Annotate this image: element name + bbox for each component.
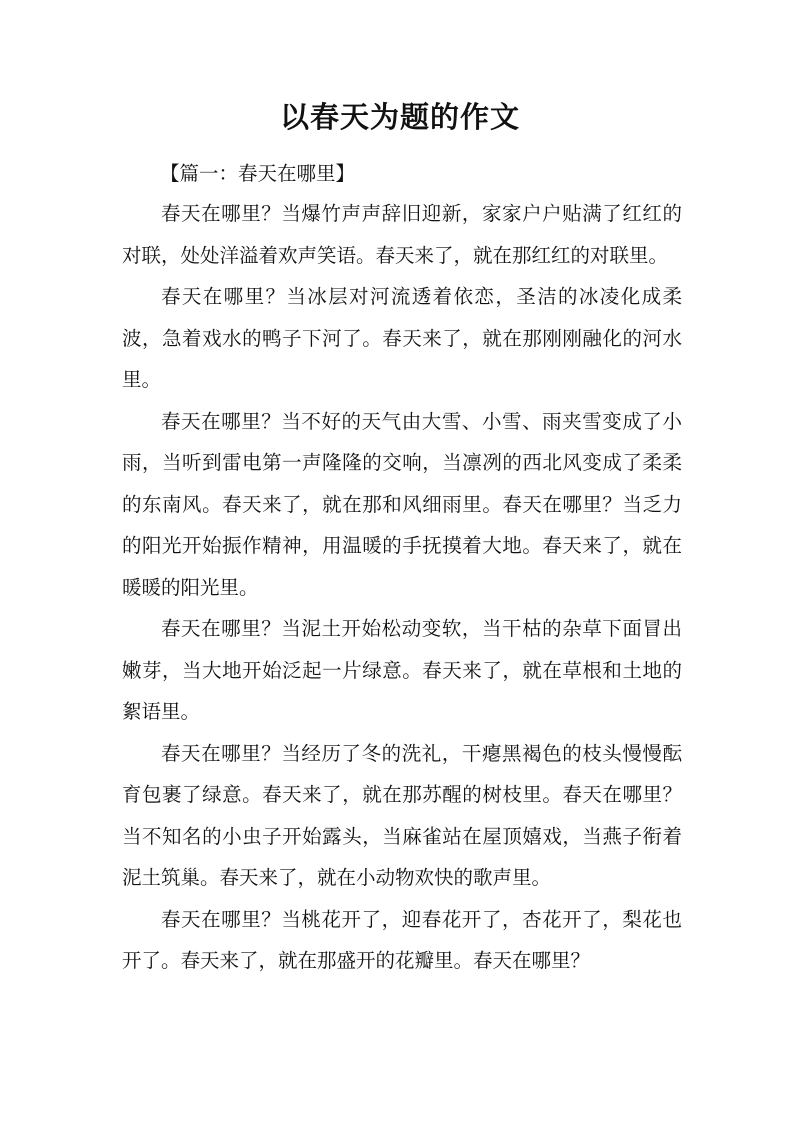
paragraph: 春天在哪里？当爆竹声声辞旧迎新，家家户户贴满了红红的对联，处处洋溢着欢声笑语。春天来了，就在那红红的对联里。 (122, 202, 682, 267)
paragraph: 春天在哪里？当经历了冬的洗礼，干瘪黑褐色的枝头慢慢酝育包裹了绿意。春天来了，就在那苏醒的树枝里。春天在哪里？当不知名的小虫子开始露头，当麻雀站在屋顶嬉戏，当燕子衔着泥土筑巢。春天来了，就在小动物欢快的歌声里。 (122, 741, 682, 889)
paragraph: 春天在哪里？当泥土开始松动变软，当干枯的杂草下面冒出嫩芽，当大地开始泛起一片绿意。春天来了，就在草根和土地的絮语里。 (122, 617, 682, 723)
paragraph: 春天在哪里？当冰层对河流透着依恋，圣洁的冰凌化成柔波，急着戏水的鸭子下河了。春天来了，就在那刚刚融化的河水里。 (122, 285, 682, 391)
document-title: 以春天为题的作文 (279, 100, 520, 134)
section-title: 【篇一：春天在哪里】 (160, 162, 356, 185)
paragraph: 春天在哪里？当不好的天气由大雪、小雪、雨夹雪变成了小雨，当听到雷电第一声隆隆的交响，当凛冽的西北风变成了柔柔的东南风。春天来了，就在那和风细雨里。春天在哪里？当乏力的阳光开始振作精神，用温暖的手抚摸着大地。春天来了，就在暖暖的阳光里。 (122, 409, 682, 599)
paragraph: 春天在哪里？当桃花开了，迎春花开了，杏花开了，梨花也开了。春天来了，就在那盛开的花瓣里。春天在哪里？ (122, 907, 682, 972)
document-body (122, 155, 682, 982)
